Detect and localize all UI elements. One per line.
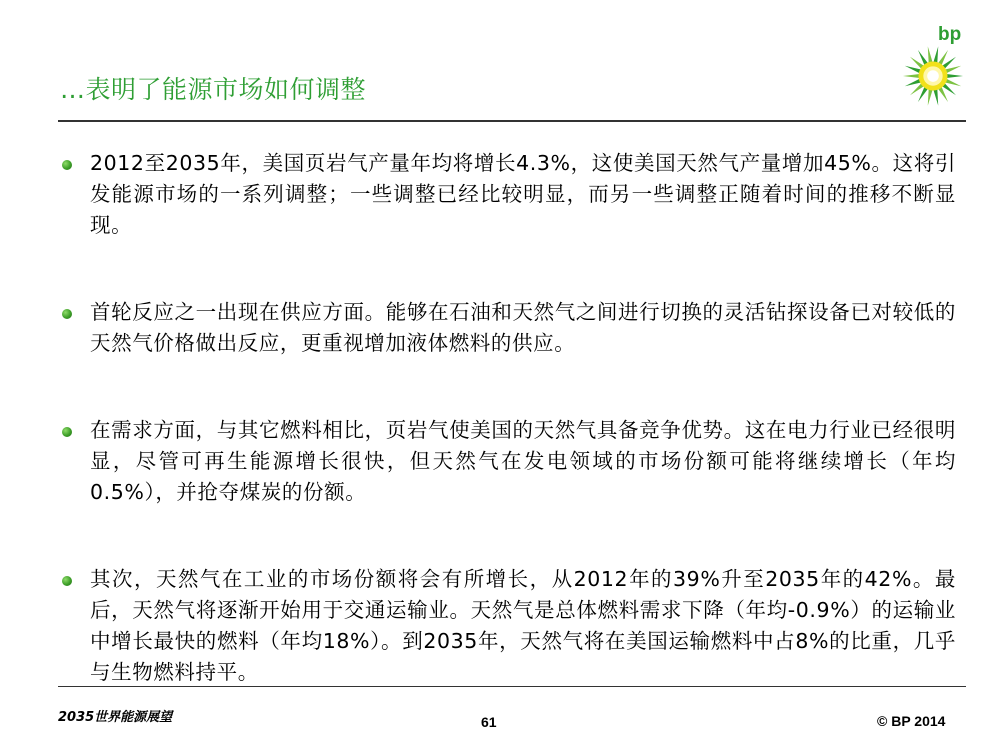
copyright: © BP 2014 [877, 713, 946, 729]
footer-publication-title: 2035世界能源展望 [58, 710, 173, 725]
bullet-dot-icon [62, 309, 72, 319]
bullet-item [62, 564, 962, 688]
bullet-list [62, 148, 962, 744]
bp-helios-icon [902, 45, 964, 107]
footer-divider [58, 686, 966, 687]
header-divider [58, 120, 966, 122]
bullet-text: 首轮反应之一出现在供应方面。能够在石油和天然气之间进行切换的灵活钻探设备已对较低的天然气价格做出反应，更重视增加液体燃料的供应。 [90, 300, 956, 355]
bullet-text: 在需求方面，与其它燃料相比，页岩气使美国的天然气具备竞争优势。这在电力行业已经很明显，尽管可再生能源增长很快，但天然气在发电领域的市场份额可能将继续增长（年均0.5%），并抢夺煤炭的份额。 [90, 418, 956, 504]
bullet-dot-icon [62, 427, 72, 437]
bullet-item [62, 415, 962, 508]
bullet-dot-icon [62, 160, 72, 170]
bullet-text: 其次，天然气在工业的市场份额将会有所增长，从2012年的39%升至2035年的42%。最后，天然气将逐渐开始用于交通运输业。天然气是总体燃料需求下降（年均-0.9%）的运输业中增长最快的燃料（年均18%）。到2035年，天然气将在美国运输燃料中占8%的比重，几乎与生物燃料持平。 [90, 567, 956, 684]
bullet-item [62, 148, 962, 241]
bp-logo-text: bp [938, 24, 962, 45]
page-title: …表明了能源市场如何调整 [60, 75, 367, 104]
bullet-dot-icon [62, 576, 72, 586]
bullet-item [62, 297, 962, 359]
page-number: 61 [481, 714, 497, 730]
bullet-text: 2012至2035年，美国页岩气产量年均将增长4.3%，这使美国天然气产量增加45%。这将引发能源市场的一系列调整；一些调整已经比较明显，而另一些调整正随着时间的推移不断显现。 [90, 151, 956, 237]
